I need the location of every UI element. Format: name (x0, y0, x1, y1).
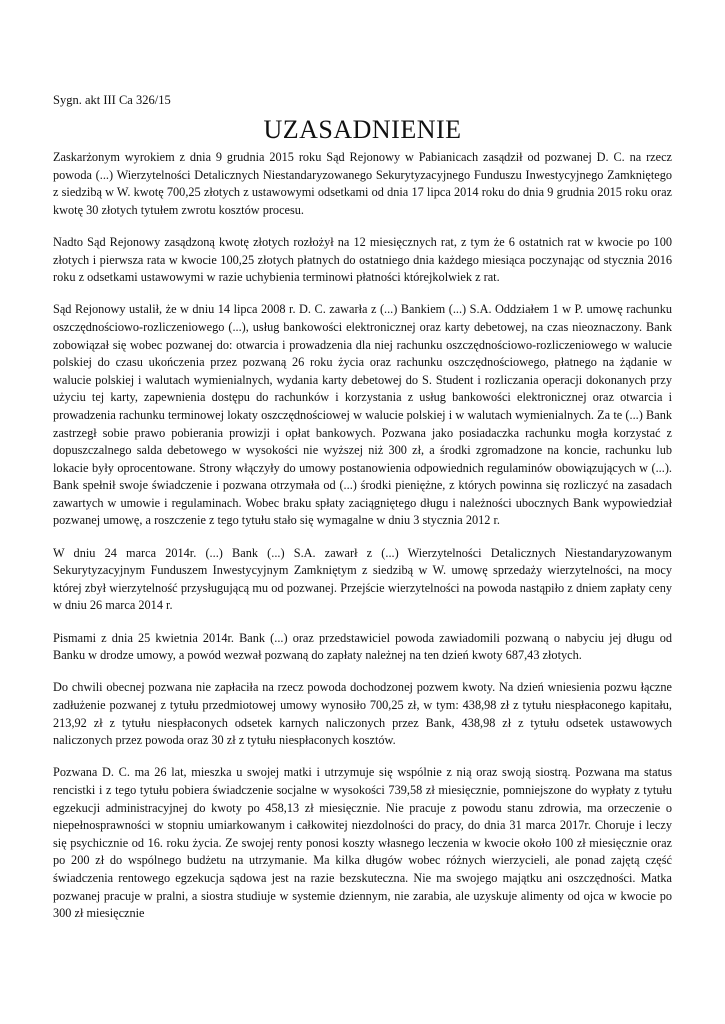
document-title: UZASADNIENIE (263, 115, 462, 144)
paragraph-5: Pismami z dnia 25 kwietnia 2014r. Bank (...) oraz przedstawiciel powoda zawiadomili pozwaną o nabyciu jej długu od Banku w drodze umowy, a powód wezwał pozwaną do zapłaty należnej na ten dzień kwoty 687,43 złotych. (53, 630, 672, 663)
paragraph-6: Do chwili obecnej pozwana nie zapłaciła na rzecz powoda dochodzonej pozwem kwoty. Na dzień wniesienia pozwu łączne zadłużenie pozwanej z tytułu przedmiotowej umowy wynosiło 700,25 zł, w tym: 438,98 zł z tytułu niespłaconego kapitału, 213,92 zł z tytułu niespłaconych odsetek karnych naliczonych przez Bank, 438,98 zł z tytułu odsetek ustawowych naliczonych przez powoda oraz 30 zł z tytułu niespłaconych kosztów. (53, 680, 672, 748)
paragraph-3: Sąd Rejonowy ustalił, że w dniu 14 lipca 2008 r. D. C. zawarła z (...) Bankiem (...) S.A. Oddziałem 1 w P. umowę rachunku oszczędnościowo-rozliczeniowego (...), usług bankowości elektronicznej oraz karty debetowej, na czas nieoznaczony. Bank zobowiązał się wobec pozwanej do: otwarcia i prowadzenia dla niej rachunku oszczędnościowo-rozliczeniowego w walucie polskiej do czasu ukończenia przez pozwaną 26 roku życia oraz rachunku oszczędnościowego, płatnego na żądanie w walucie polskiej i walutach wymienialnych, wydania karty debetowej do S. Student i rozliczania operacji dokonanych przy użyciu tej karty, zapewnienia dostępu do rachunków i korzystania z usług bankowości elektronicznej oraz otwarcia i prowadzenia rachunku terminowej lokaty oszczędnościowej w walucie polskiej i w walutach wymienialnych. Za te (...) Bank zastrzegł sobie prawo pobierania prowizji i opłat bankowych. Pozwana jako posiadaczka rachunku mogła korzystać z dopuszczalnego salda debetowego w wysokości nie wyższej niż 300 zł, a środki zgromadzone na koncie, rachunku lub lokacie były oprocentowane. Strony włączyły do umowy postanowienia odpowiednich regulaminów obowiązujących w (...). Bank spełnił swoje świadczenie i pozwana otrzymała od (...) środki pieniężne, z których powinna się rozliczyć na zasadach zawartych w umowie i regulaminach. Wobec braku spłaty zaciągniętego długu i należności ubocznych Bank wypowiedział pozwanej umowę, a roszczenie z tego tytułu stało się wymagalne w dniu 3 stycznia 2012 r. (53, 302, 672, 528)
paragraph-2: Nadto Sąd Rejonowy zasądzoną kwotę złotych rozłożył na 12 miesięcznych rat, z tym że 6 ostatnich rat w kwocie po 100 złotych i pierwsza rata w kwocie 100,25 złotych płatnych do ostatniego dnia każdego miesiąca poczynając od stycznia 2016 roku z odsetkami ustawowymi w razie uchybienia terminowi płatności którejkolwiek z rat. (53, 234, 672, 285)
paragraph-7: Pozwana D. C. ma 26 lat, mieszka u swojej matki i utrzymuje się wspólnie z nią oraz swoją siostrą. Pozwana ma status rencistki i z tego tytułu pobiera świadczenie socjalne w wysokości 739,58 zł miesięcznie, pomniejszone do wypłaty z tytułu egzekucji administracyjnej do kwoty po 458,13 zł miesięcznie. Nie pracuje z powodu stanu zdrowia, ma orzeczenie o niepełnosprawności w stopniu umiarkowanym i całkowitej niezdolności do pracy, do dnia 31 marca 2017r. Choruje i leczy się psychicznie od 16. roku życia. Ze swojej renty ponosi koszty własnego leczenia w kwocie około 100 zł miesięcznie oraz po 200 zł do wspólnego budżetu na utrzymanie. Ma kilka długów wobec różnych wierzycieli, ale ponad zajętą część świadczenia rentowego egzekucja sądowa jest na razie bezskuteczna. Nie ma swojego majątku ani oszczędności. Matka pozwanej pracuje w pralni, a siostra studiuje w systemie dziennym, nie zarabia, ale uzyskuje alimenty od ojca w kwocie po 300 zł miesięcznie (53, 765, 672, 921)
case-signature: Sygn. akt III Ca 326/15 (53, 93, 171, 107)
paragraph-1: Zaskarżonym wyrokiem z dnia 9 grudnia 2015 roku Sąd Rejonowy w Pabianicach zasądził od pozwanej D. C. na rzecz powoda (...) Wierzytelności Detalicznych Niestandaryzowanego Sekurytyzacyjnego Funduszu Inwestycyjnego Zamkniętego z siedzibą w W. kwotę 700,25 złotych z ustawowymi odsetkami od dnia 17 lipca 2014 roku do dnia 9 grudnia 2015 roku oraz kwotę 30 złotych tytułem zwrotu kosztów procesu. (53, 150, 672, 217)
paragraph-4: W dniu 24 marca 2014r. (...) Bank (...) S.A. zawarł z (...) Wierzytelności Detalicznych Niestandaryzowanym Sekurytyzacyjnym Funduszem Inwestycyjnym Zamkniętym z siedzibą w W. umowę sprzedaży wierzytelności, na mocy której zbył wierzytelność przysługującą mu od pozwanej. Przejście wierzytelności na powoda nastąpiło z dniem zapłaty ceny w dniu 26 marca 2014 r. (53, 545, 672, 613)
